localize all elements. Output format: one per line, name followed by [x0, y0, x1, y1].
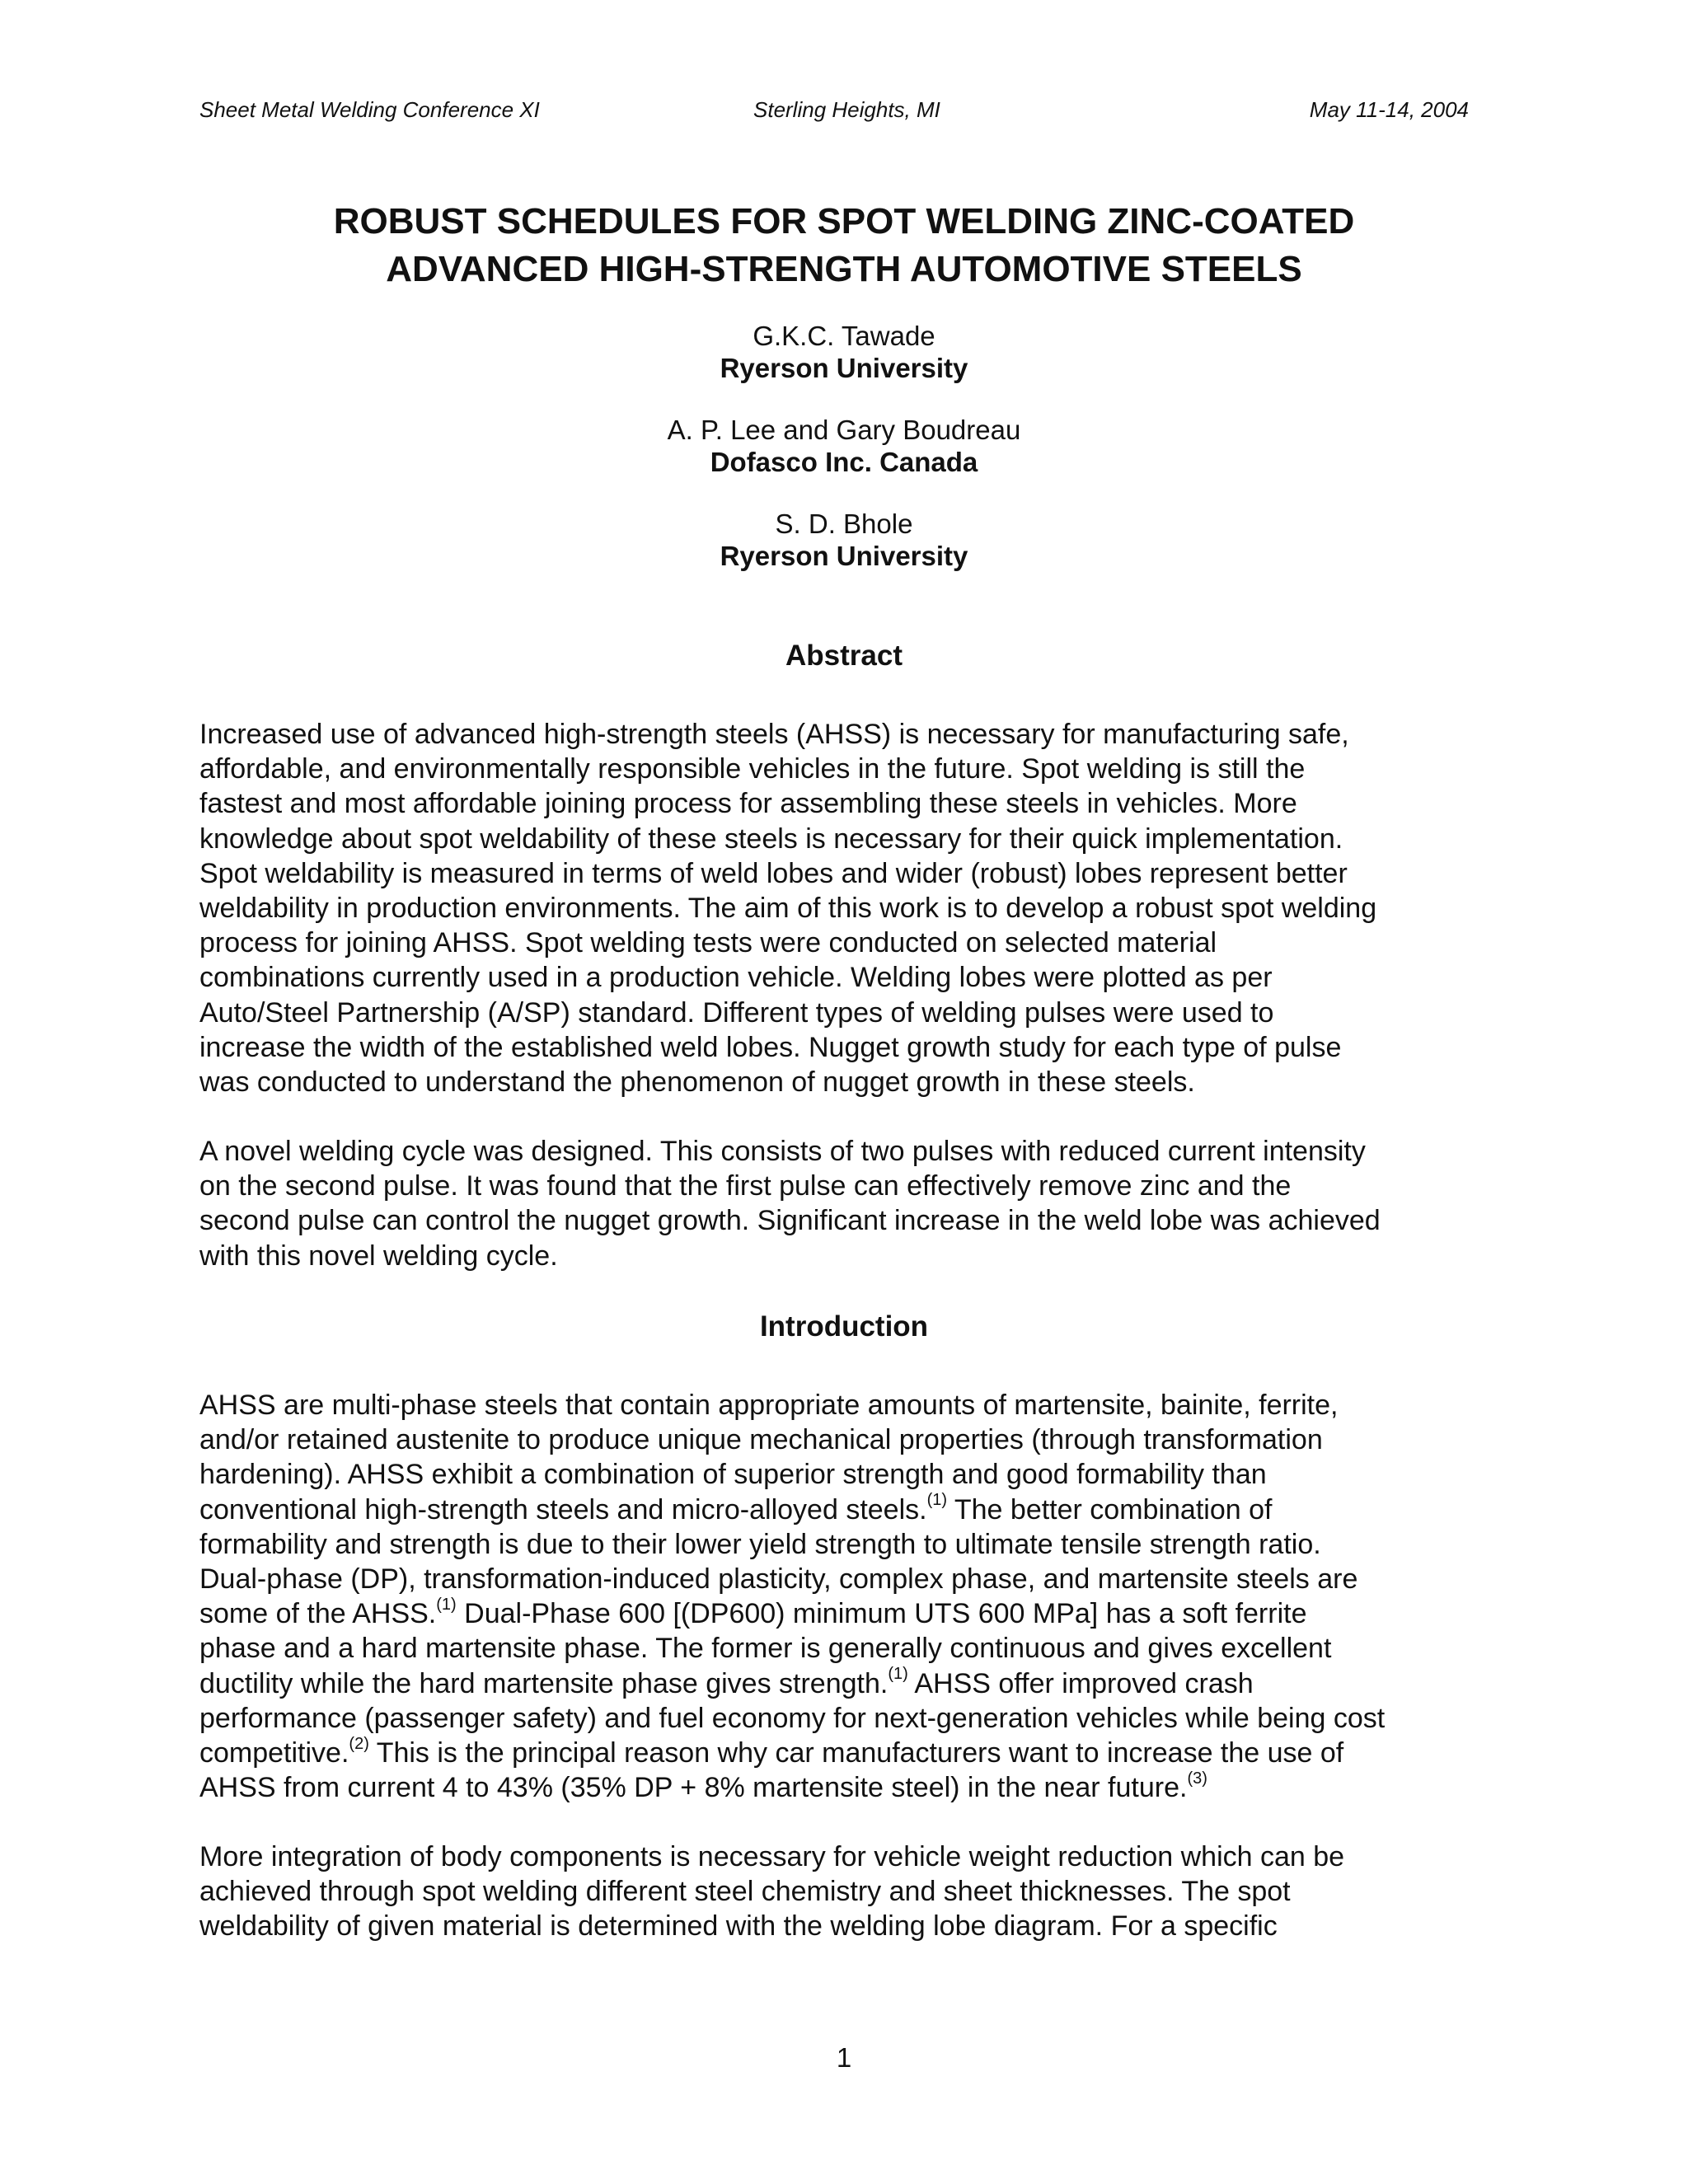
- author-block: [0, 414, 1688, 478]
- text-line: with this novel welding cycle.: [199, 1240, 558, 1272]
- text-line: [199, 1666, 1502, 1701]
- text-line: weldability of given material is determined with the welding lobe diagram. For a specific: [199, 1910, 1278, 1943]
- page-number: 1: [836, 2042, 852, 2073]
- text-line: achieved through spot welding different steel chemistry and sheet thicknesses. The spot: [199, 1876, 1291, 1908]
- author-block: [0, 320, 1688, 384]
- text-line: second pulse can control the nugget growth. Significant increase in the weld lobe was achieved: [199, 1205, 1381, 1237]
- author-affiliation: Ryerson University: [720, 541, 968, 571]
- text-line: AHSS are multi-phase steels that contain appropriate amounts of martensite, bainite, ferrite,: [199, 1390, 1339, 1421]
- text-line: combinations currently used in a production vehicle. Welding lobes were plotted as per: [199, 962, 1273, 994]
- paper-title: [0, 198, 1688, 293]
- text-segment: conventional high-strength steels and micro-alloyed steels.: [199, 1493, 927, 1526]
- text-line: fastest and most affordable joining process for assembling these steels in vehicles. More: [199, 788, 1297, 820]
- author-names: A. P. Lee and Gary Boudreau: [667, 415, 1021, 445]
- text-segment: AHSS offer improved crash: [907, 1667, 1254, 1699]
- citation-ref: (1): [888, 1665, 908, 1684]
- text-line: weldability in production environments. The aim of this work is to develop a robust spot welding: [199, 893, 1377, 925]
- text-line: hardening). AHSS exhibit a combination of superior strength and good formability than: [199, 1459, 1267, 1491]
- text-line: [199, 1770, 1502, 1805]
- text-segment: competitive.: [199, 1737, 349, 1769]
- author-block: [0, 508, 1688, 572]
- text-segment: ductility while the hard martensite phase gives strength.: [199, 1667, 889, 1699]
- text-segment: AHSS from current 4 to 43% (35% DP + 8% martensite steel) in the near future.: [199, 1772, 1188, 1804]
- text-line: process for joining AHSS. Spot welding tests were conducted on selected material: [199, 927, 1217, 959]
- text-line: on the second pulse. It was found that the first pulse can effectively remove zinc and the: [199, 1170, 1292, 1202]
- abstract-paragraph-2: [199, 1134, 1502, 1273]
- author-affiliation: Dofasco Inc. Canada: [710, 447, 978, 477]
- header-conference: Sheet Metal Welding Conference XI: [199, 97, 540, 122]
- citation-ref: (2): [349, 1734, 369, 1753]
- text-line: was conducted to understand the phenomenon of nugget growth in these steels.: [199, 1066, 1195, 1099]
- text-segment: some of the AHSS.: [199, 1598, 437, 1630]
- text-line: phase and a hard martensite phase. The former is generally continuous and gives excellent: [199, 1633, 1332, 1665]
- author-names: G.K.C. Tawade: [753, 321, 935, 351]
- header-date: May 11-14, 2004: [1309, 97, 1469, 122]
- header-location: Sterling Heights, MI: [753, 97, 940, 122]
- text-line: [199, 1596, 1502, 1631]
- citation-ref: (1): [926, 1491, 948, 1510]
- text-line: affordable, and environmentally responsible vehicles in the future. Spot welding is still the: [199, 753, 1306, 785]
- text-line: More integration of body components is necessary for vehicle weight reduction which can be: [199, 1841, 1345, 1872]
- text-line: and/or retained austenite to produce unique mechanical properties (through transformation: [199, 1424, 1323, 1456]
- running-header: [199, 97, 1469, 130]
- text-line: A novel welding cycle was designed. This consists of two pulses with reduced current intensity: [199, 1136, 1366, 1167]
- text-line: [199, 1493, 1502, 1527]
- introduction-paragraph-2: [199, 1840, 1502, 1944]
- title-line-2: ADVANCED HIGH-STRENGTH AUTOMOTIVE STEELS: [386, 249, 1302, 289]
- text-line: Dual-phase (DP), transformation-induced plasticity, complex phase, and martensite steels are: [199, 1563, 1358, 1596]
- citation-ref: (3): [1187, 1769, 1207, 1788]
- author-affiliation: Ryerson University: [720, 353, 968, 383]
- text-segment: The better combination of: [947, 1493, 1273, 1526]
- text-segment: Dual-Phase 600 [(DP600) minimum UTS 600 MPa] has a soft ferrite: [456, 1598, 1307, 1630]
- text-line: Increased use of advanced high-strength steels (AHSS) is necessary for manufacturing safe,: [199, 719, 1349, 750]
- text-line: formability and strength is due to their lower yield strength to ultimate tensile strength ratio.: [199, 1528, 1321, 1560]
- text-line: Auto/Steel Partnership (A/SP) standard. Different types of welding pulses were used to: [199, 996, 1274, 1029]
- text-line: Spot weldability is measured in terms of weld lobes and wider (robust) lobes represent better: [199, 857, 1348, 889]
- abstract-heading: Abstract: [785, 640, 903, 672]
- title-line-1: ROBUST SCHEDULES FOR SPOT WELDING ZINC-COATED: [333, 201, 1355, 241]
- text-line: knowledge about spot weldability of these steels is necessary for their quick implementation.: [199, 823, 1343, 855]
- text-segment: This is the principal reason why car manufacturers want to increase the use of: [368, 1737, 1344, 1769]
- text-line: [199, 1736, 1502, 1770]
- abstract-paragraph-1: [199, 717, 1502, 1099]
- author-list: [0, 320, 1688, 602]
- text-line: increase the width of the established weld lobes. Nugget growth study for each type of pulse: [199, 1031, 1342, 1063]
- text-line: performance (passenger safety) and fuel economy for next-generation vehicles while being cost: [199, 1702, 1386, 1734]
- citation-ref: (1): [436, 1595, 457, 1614]
- introduction-heading: Introduction: [759, 1310, 929, 1343]
- author-names: S. D. Bhole: [775, 509, 913, 539]
- introduction-paragraph-1: [199, 1388, 1502, 1805]
